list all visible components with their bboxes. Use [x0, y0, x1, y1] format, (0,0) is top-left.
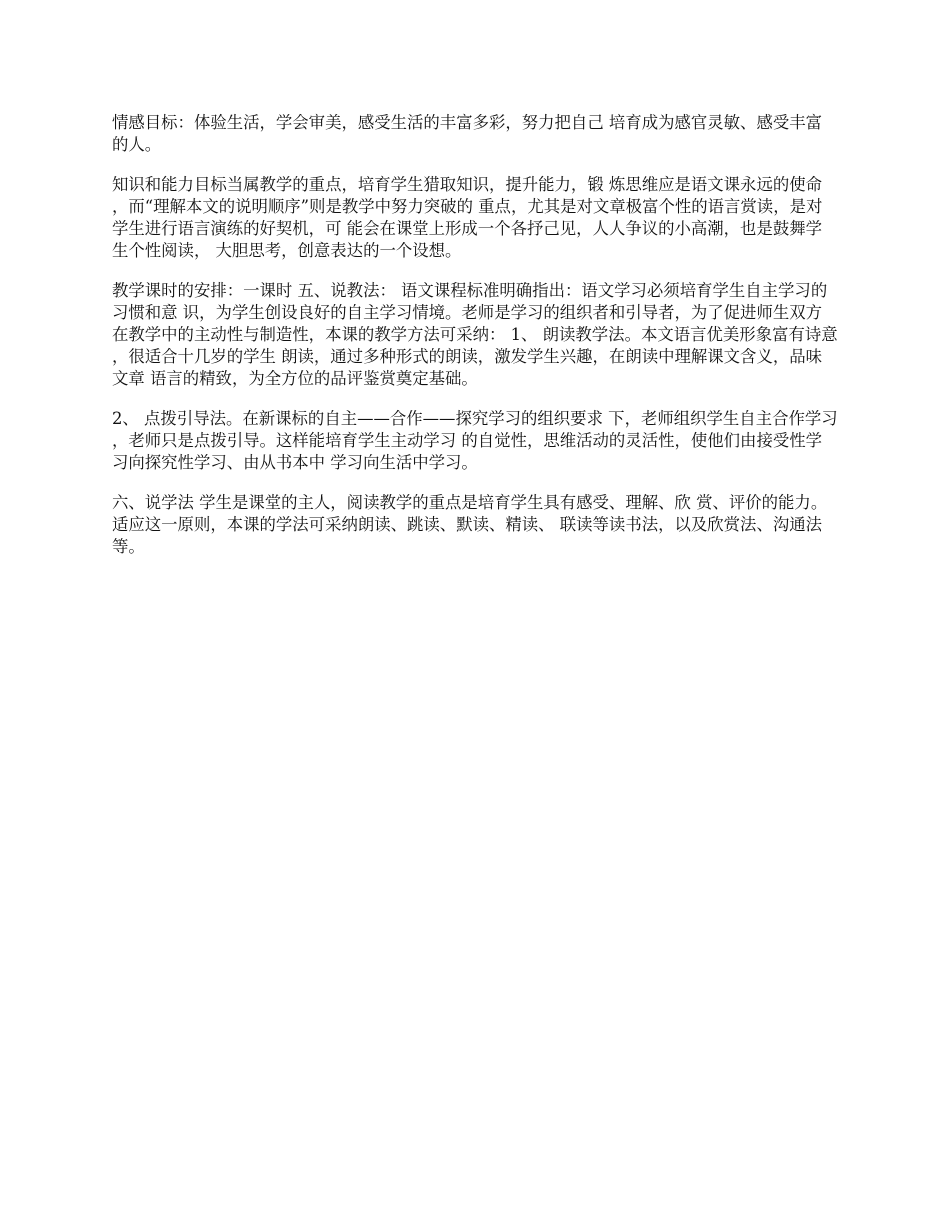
- document-page: [112, 112, 838, 576]
- paragraph-guidance-method: 2、 点拨引导法。在新课标的自主——合作——探究学习的组织要求 下，老师组织学生自主合作学习，老师只是点拨引导。这样能培育学生主动学习 的自觉性，思维活动的灵活性，使他们由接受性学习向探究性学习、由从书本中 学习向生活中学习。: [112, 409, 838, 472]
- paragraph-knowledge-goal: 知识和能力目标当属教学的重点，培育学生猎取知识，提升能力，锻 炼思维应是语文课永远的使命，而“理解本文的说明顺序”则是教学中努力突破的 重点，尤其是对文章极富个性的语言赏读，是对学生进行语言演练的好契机，可 能会在课堂上形成一个各抒己见，人人争议的小高潮，也是鼓舞学生个性阅读， 大胆思考，创意表达的一个设想。: [112, 175, 823, 260]
- paragraph-teaching-method: 教学课时的安排：一课时 五、说教法： 语文课程标准明确指出：语文学习必须培育学生自主学习的习惯和意 识，为学生创设良好的自主学习情境。老师是学习的组织者和引导者，为了促进师生双方在教学中的主动性与制造性，本课的教学方法可采纳： 1、 朗读教学法。本文语言优美形象富有诗意，很适合十几岁的学生 朗读，通过多种形式的朗读，激发学生兴趣，在朗读中理解课文含义，品味文章 语言的精致，为全方位的品评鉴赏奠定基础。: [112, 281, 838, 388]
- paragraph-learning-method: 六、说学法 学生是课堂的主人，阅读教学的重点是培育学生具有感受、理解、欣 赏、评价的能力。适应这一原则，本课的学法可采纳朗读、跳读、默读、精读、 联读等读书法，以及欣赏法、沟通法等。: [112, 493, 828, 556]
- paragraph-emotional-goal: 情感目标：体验生活，学会审美，感受生活的丰富多彩，努力把自己 培育成为感官灵敏、感受丰富的人。: [112, 113, 823, 154]
